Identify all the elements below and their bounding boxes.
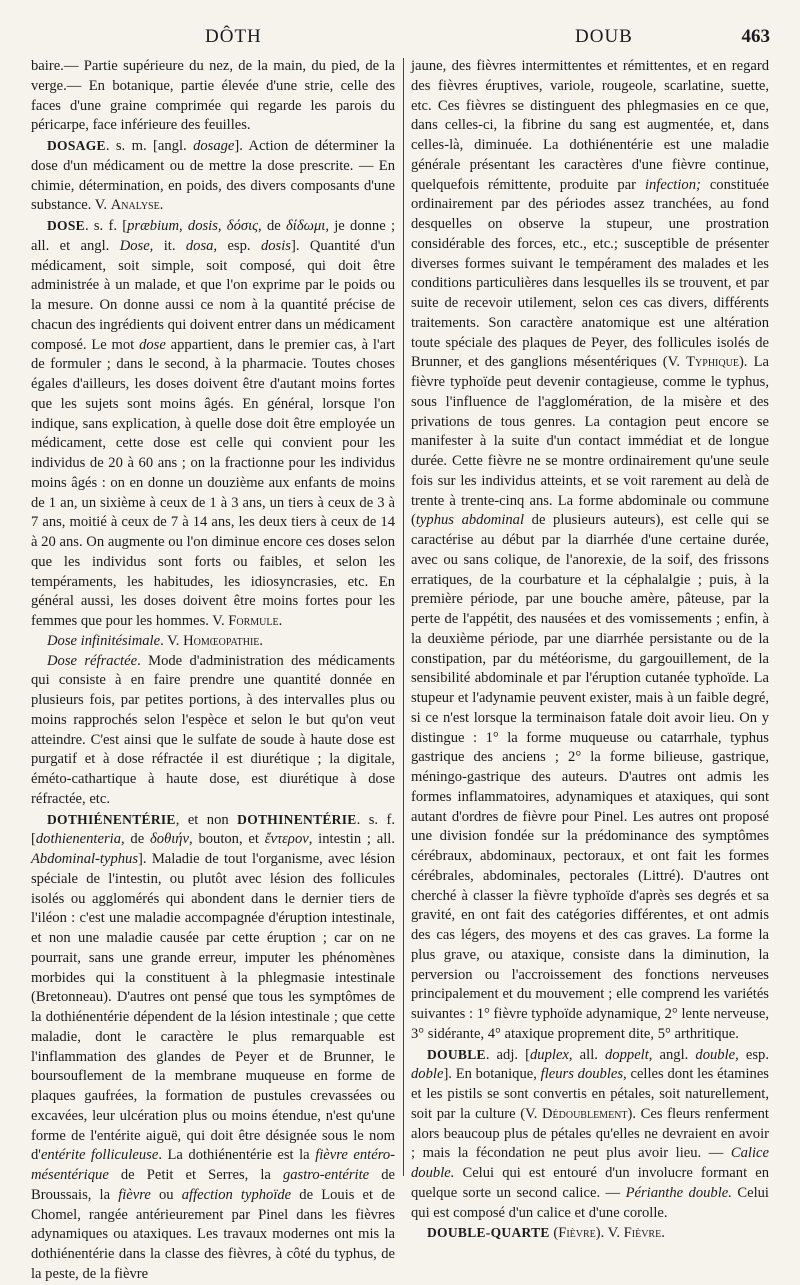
- entry-dothienenterie: [31, 810, 395, 1285]
- text-run: appartient, dans le premier cas, à l'art de formuler ; dans le second, à la pharmacie. Toutes choses égales d'ailleurs, les doses doivent être d'autant moins fortes que les sujets sont moins âgés. En général, lorsque l'on indique, sans explication, à quelle dose doit être employée un médicament, cette dose est celle qui convient pour les individus de 20 à 60 ans ; on la fractionne pour les individus moins âgés : on en donne un douzième aux enfants de moins de 1 an, un sixième à ceux de 1 à 3 ans, un tiers à ceux de 3 à 7 ans, moitié à ceux de 7 à 14 ans, les deux tiers à ceux de 14 à 20 ans. On augmente ou l'on diminue encore ces doses selon que les individus sont forts ou faibles, et selon les tempéraments, les habitudes, les idiosyncrasies, etc. En général aussi, les doses doivent être moins fortes pour les femmes que pour les hommes. V.: [31, 336, 395, 629]
- left-column: [31, 57, 395, 1285]
- text-run: Celui qui est composé d'un calice et d'une corolle.: [411, 1184, 769, 1221]
- entry-dose: [31, 216, 395, 632]
- italic-text: fièvre entéro-mésentérique: [31, 1147, 395, 1183]
- text-run: constituée ordinairement par des périodes assez tranchées, au fond desquelles on observe la stupeur, une prostration considérable des forces, etc., etc.; susceptible de présenter diverses formes suivant le tempérament des malades et les conditions particulières dans lesquelles ils se trouvent, et par suite de recevoir utilement, selon ces cas divers, différents traitements. Son caractère anatomique est une altération toute spéciale des plaques de Peyer, des follicules isolés de Brunner, et des ganglions mésentériques (V.: [411, 176, 769, 371]
- text-run: esp.: [217, 237, 261, 254]
- italic-text: infection;: [644, 176, 701, 193]
- italic-text: Dose infinitésimale: [47, 632, 161, 649]
- italic-text: doble: [411, 1066, 444, 1083]
- text-run: bouton, et: [192, 831, 265, 848]
- cross-reference: Formule: [228, 613, 279, 629]
- italic-text: δίδωμι,: [286, 218, 329, 234]
- italic-text: Calice double.: [411, 1145, 769, 1181]
- text-run: . adj. [: [485, 1046, 530, 1063]
- text-run: jaune, des fièvres intermittentes et rémittentes, et en regard des fièvres éruptives, variole, rougeole, scarlatine, suette, etc. Ces fièvres se distinguent des phlegmasies en ce que, dans celles-ci, la fibrine du sang est augmentée, et, dans celles-là, diminuée. La dothiénentérie est une maladie générale présentant les caractères d'une fièvre continue, quelquefois rémittente, produite par: [411, 58, 769, 193]
- entry-double: [411, 1045, 769, 1224]
- italic-text: Dose,: [119, 237, 154, 254]
- text-run: ]. Quantité d'un médicament, soit simple, soit composé, qui doit être administrée à un malade, et que l'on exprime par le poids ou la mesure. On donne aussi ce nom à la quantité précise de chacun des ingrédients qui doivent entrer dans un médicament composé. Le mot: [31, 237, 395, 353]
- column-divider: [403, 58, 404, 1176]
- text-run: .: [259, 632, 264, 649]
- italic-text: fleurs doubles,: [540, 1066, 627, 1083]
- text-run: angl.: [652, 1046, 696, 1063]
- italic-text: dose: [139, 336, 166, 353]
- text-run: , et non: [175, 811, 238, 828]
- cross-reference: Typhique: [686, 354, 739, 371]
- italic-text: præbium, dosis, δόσις,: [127, 218, 262, 234]
- italic-text: doppelt,: [605, 1046, 653, 1063]
- text-run: ]. Action de déterminer la dose d'un médicament ou de mettre la dose prescrite. — En chimie, détermination, en poids, des divers composants d'une substance. V.: [31, 138, 395, 214]
- text-run: de Petit et Serres, la: [108, 1167, 283, 1183]
- italic-text: δοθιήν,: [149, 831, 193, 848]
- text-run: je donne ; all. et angl.: [31, 218, 396, 254]
- cross-reference: Dédoublement: [541, 1105, 628, 1122]
- italic-text: Dose réfractée: [47, 652, 138, 669]
- text-run: de: [124, 831, 150, 848]
- italic-text: gastro-entérite: [282, 1167, 370, 1183]
- text-run: .: [661, 1225, 665, 1242]
- page-number: 463: [741, 26, 770, 47]
- text-run: Celui qui est entouré d'un involucre formant en quelque sorte un second calice. —: [411, 1165, 769, 1201]
- text-run: de: [261, 218, 287, 234]
- text-run: . s. m. [angl.: [105, 138, 194, 154]
- text-run: ). Ces fleurs renferment alors beaucoup plus de pétales qu'elles ne devraient en avoir ; mais la fécondation ne peut plus avoir lieu. —: [411, 1105, 769, 1162]
- text-run: celles dont les étamines et les pistils se sont convertis en pétales, soit naturellement, soit par la culture (V.: [411, 1066, 769, 1122]
- entry-double-quarte: [411, 1223, 769, 1244]
- italic-text: typhus abdominal: [415, 512, 525, 529]
- text-run: . V.: [160, 632, 184, 649]
- entry-dothienenterie-continued: [411, 57, 769, 1045]
- text-run: . s. f. [: [84, 218, 128, 234]
- headword-dose: DOSE: [47, 218, 85, 233]
- running-header: [30, 26, 770, 50]
- text-run: intestin ; all.: [312, 831, 395, 848]
- text-run: ]. Maladie de tout l'organisme, avec lésion spéciale de l'intestin, ou plutôt avec lésion des follicules isolés ou agglomérés qui abondent dans le dernier tiers de l'iléon : c'est une maladie accompagnée d'éruption intestinale, et non une maladie causée par cette éruption ; car on ne pourrait, sans une grande erreur, imputer les phénomènes morbides qui la constituent à la phlegmasie intestinale (Bretonneau). D'autres ont pensé que tous les symptômes de la dothiénentérie dépendent de la lésion intestinale ; que cette maladie, dont le caractère le plus remarquable est l'inflammation des glandes de Peyer et de Brunner, le boursouflement de la membrane muqueuse en forme de plaques gaufrées, la formation de pustules crevassées ou excavées, leur ulcération plus ou moins étendue, n'est qu'une forme de l'entérite aiguë, qui doit être désignée sous le nom d': [31, 851, 395, 1164]
- cross-reference: Homœopathie: [183, 632, 260, 649]
- entry-continuation: baire.— Partie supérieure du nez, de la main, du pied, de la verge.— En botanique, partie élevée d'une strie, celle des faces d'une graine comprimée qui regarde les parois du péricarpe, face inférieure des feuilles.: [31, 58, 395, 134]
- text-run: ). La fièvre typhoïde peut devenir contagieuse, comme le typhus, sous l'influence de l'agglomération, de la misère et des privations de tous genres. La contagion peut encore se manifester à la suite d'un contact immédiat et de longue durée. Cette fièvre ne se montre ordinairement qu'une seule fois sur les individus atteints, et se voit rarement au delà de trente à trente-cinq ans. La forme abdominale ou commune (: [411, 354, 769, 529]
- text-run: (: [549, 1225, 559, 1242]
- italic-text: fièvre: [118, 1186, 151, 1203]
- italic-text: ἔντερον,: [264, 831, 313, 848]
- entry-dosage: [31, 136, 395, 216]
- headword-dothinenterie: DOTHINENTÉRIE: [237, 811, 357, 827]
- text-run: de Louis et de Chomel, rangée antérieurement par Pinel dans les fièvres adynamiques ou ataxiques. Les travaux modernes ont mis la dothiénentérie dans la classe des fièvres, à côté du typhus, de la peste, de la fièvre: [31, 1186, 395, 1282]
- text-run: it.: [153, 237, 186, 254]
- headword-dosage: DOSAGE: [47, 138, 106, 153]
- text-run: de plusieurs auteurs), est celle qui se caractérise au début par la diarrhée d'une certaine durée, avec ou sans colique, de l'anorexie, de la soif, des frissons erratiques, de la courbature et la céphalalgie ; puis, à la première période, par une bouche amère, pâteuse, par la perte de l'appétit, des nausées et des vomissements ; enfin, à la deuxième période, par une diarrhée persistante ou de la constipation, par du météorisme, du gargouillement, de la sensibilité abdominale et par l'éruption cutanée typhoïde. La stupeur et l'adynamie peuvent exister, mais à un faible degré, si ce n'est lorsque la terminaison fatale doit avoir lieu. On y distingue : 1° la forme muqueuse ou catarrhale, typhus gastrique des anciens ; 2° la forme bilieuse, gastrique, méningo-gastrique des auteurs. D'autres ont admis les formes inflammatoires, adynamiques et ataxiques, qui sont autant d'ordres de fièvre pour Pinel. Les autres ont proposé une division fondée sur la prédominance des symptômes cérébraux, abdominaux, pectoraux, et ont fait les formes cérébrales, abdominales, pectorales (Littré). D'autres ont cherché à classer la fièvre typhoïde d'après ses degrés et sa gravité, en ont fait des catégories différentes, et ont admis des cas légers, des moyens et des cas graves. La forme la plus grave, ou ataxique, consiste dans la diminution, la perversion ou l'accroissement des fonctions nerveuses principalement et du mouvement ; elle comprend les variétés suivantes : 1° fièvre typhoïde adynamique, 2° lente nerveuse, 3° sidérante, 4° ataxique proprement dite, 5° arthritique.: [411, 512, 770, 1042]
- right-column: [411, 57, 769, 1244]
- italic-text: dosage: [193, 138, 235, 154]
- italic-text: affection typhoïde: [181, 1186, 292, 1203]
- text-run: . Mode d'administration des médicaments qui consiste à en faire prendre une quantité donnée en plusieurs fois, par petites portions, à des intervalles plus ou moins rapprochés selon l'espèce et selon le but qu'on veut atteindre. C'est ainsi que le sulfate de soude à haute dose est purgatif et à dose réfractée il est diurétique ; la digitale, éméto-cathartique à haute dose, est diurétique à dose réfractée, etc.: [31, 652, 395, 807]
- text-run: . s. f. [: [31, 811, 395, 848]
- text-run: .: [278, 613, 283, 629]
- text-run: . La dothiénentérie est la: [158, 1147, 316, 1164]
- italic-text: entérite folliculeuse: [40, 1147, 159, 1164]
- headword-double-quarte: DOUBLE-QUARTE: [427, 1225, 550, 1241]
- text-run: esp.: [738, 1046, 769, 1063]
- italic-text: dosa,: [185, 237, 218, 254]
- subentry-dose-refractee: [31, 652, 395, 810]
- italic-text: double,: [695, 1046, 739, 1063]
- italic-text: Abdominal-typhus: [31, 851, 139, 867]
- headword-double: DOUBLE: [427, 1046, 486, 1062]
- text-run: ou: [150, 1186, 182, 1203]
- text-run: de Broussais, la: [31, 1167, 395, 1203]
- cross-reference: Analyse: [110, 197, 160, 214]
- text-run: .: [159, 197, 164, 214]
- italic-text: dosis: [260, 237, 291, 254]
- cross-reference: Fièvre: [623, 1225, 662, 1242]
- cross-reference: Fièvre: [558, 1225, 596, 1242]
- header-right-guideword: DOUB: [575, 26, 633, 47]
- text-run: ]. En botanique,: [443, 1066, 541, 1083]
- headword-dothienenterie: DOTHIÉNENTÉRIE: [47, 811, 176, 827]
- subentry-dose-infinitesimale: [31, 632, 395, 652]
- header-left-guideword: DÔTH: [205, 26, 262, 47]
- italic-text: dothienenteria,: [35, 831, 125, 848]
- italic-text: duplex,: [530, 1046, 573, 1063]
- text-run: all.: [572, 1046, 605, 1063]
- text-run: ). V.: [595, 1225, 624, 1242]
- italic-text: Périanthe double.: [625, 1184, 732, 1201]
